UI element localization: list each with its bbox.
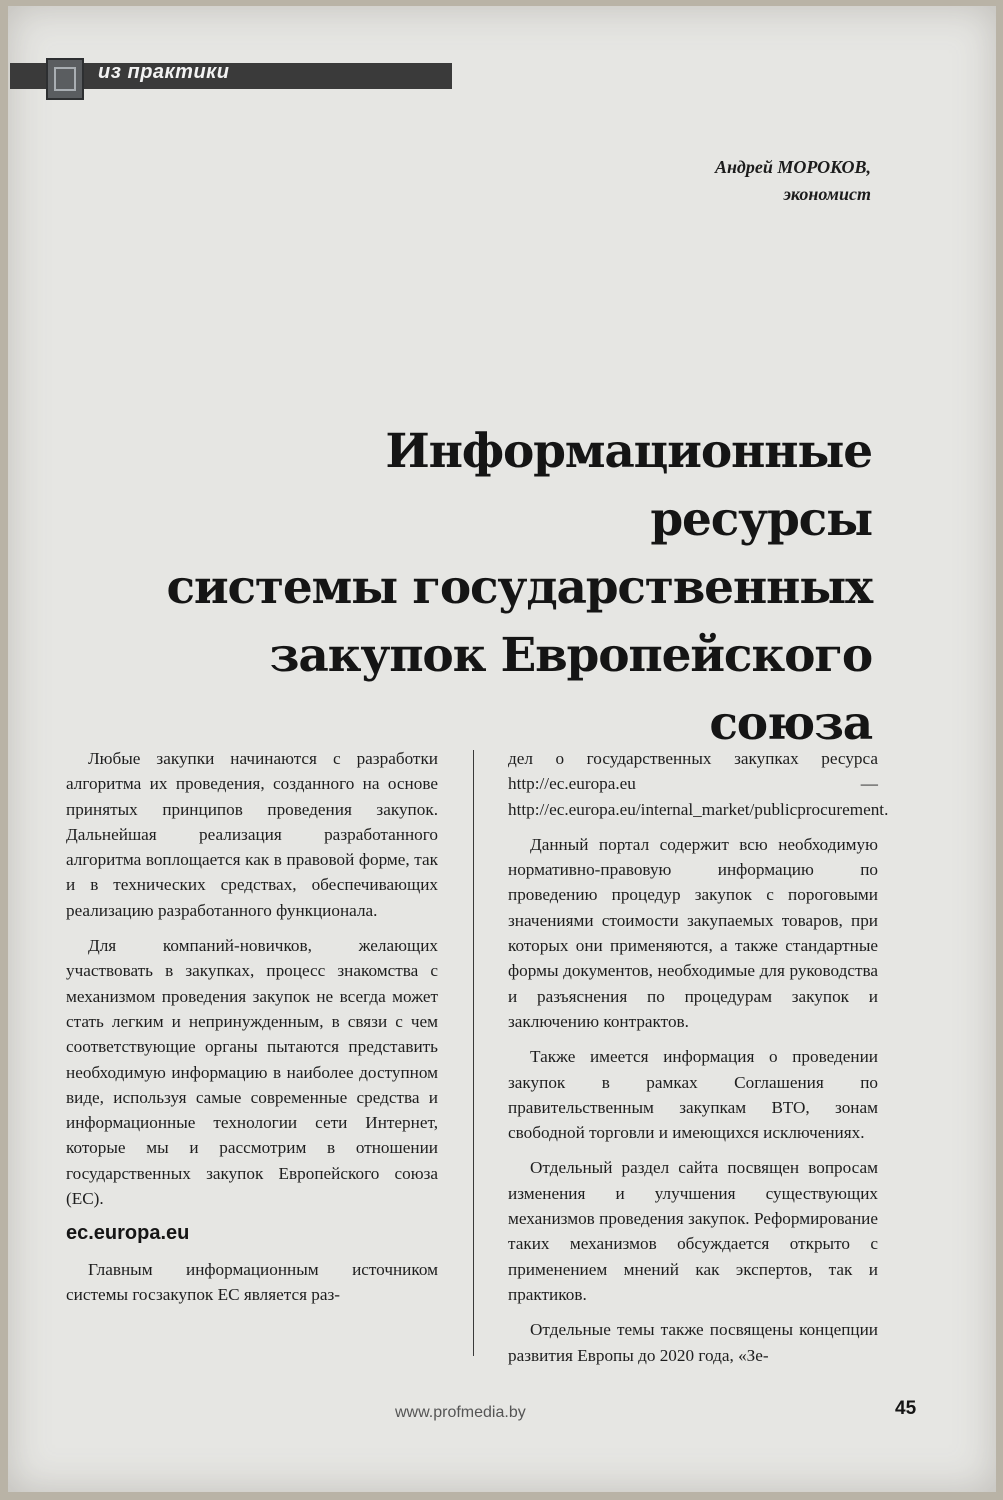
author-role: экономист [783, 184, 871, 204]
title-line: системы государственных [166, 560, 872, 615]
footer-url: www.profmedia.by [395, 1404, 526, 1421]
text-column-right [508, 746, 889, 1378]
section-logo-icon [46, 58, 84, 100]
title-line: закупок Европейского союза [269, 628, 872, 751]
paragraph: Отдельный раздел сайта посвящен вопросам изменения и улучшения существующих механизмов проведения закупок. Реформирование таких механизмов обсуждается открыто с применением мнений как экспертов, так и практиков. [508, 1158, 878, 1304]
paragraph: Данный портал содержит всю необходимую нормативно-правовую информацию по проведению процедур закупок с пороговыми значениями стоимости закупаемых товаров, при которых они применяются, а также стандартные формы документов, необходимые для руководства и разъяснения по процедурам закупок и заключению контрактов. [508, 834, 878, 1031]
paragraph: Отдельные темы также посвящены концепции развития Европы до 2020 года, «Зе- [508, 1320, 878, 1365]
column-divider [473, 750, 474, 1356]
paragraph: Также имеется информация о проведении закупок в рамках Соглашения по правительственным закупкам ВТО, зонам свободной торговли и имеющихся исключениях. [508, 1047, 878, 1143]
author-name: Андрей МОРОКОВ, [714, 157, 871, 177]
page-number: 45 [895, 1398, 917, 1419]
title-line: Информационные ресурсы [385, 424, 872, 547]
article-title [150, 418, 872, 758]
paragraph: дел о государственных закупках ресурса http://ec.europa.eu — http://ec.europa.eu/internal_market/publicprocurement. [508, 749, 889, 819]
section-label: из практики [98, 61, 230, 83]
paragraph: Любые закупки начинаются с разработки алгоритма их проведения, созданного на основе принятых принципов проведения закупок. Дальнейшая реализация разработанного алгоритма воплощается как в правовой форме, так и в технических средствах, обеспечивающих реализацию разработанного функционала. [66, 749, 438, 920]
subheading: ec.europa.eu [66, 1222, 190, 1245]
author-block [715, 154, 871, 208]
text-column-left [66, 746, 438, 1317]
paragraph: Для компаний-новичков, желающих участвовать в закупках, процесс знакомства с механизмом проведения закупок не всегда может стать легким и непринужденным, в связи с чем соответствующие органы пытаются представить необходимую информацию в наиболее доступном виде, используя самые современные средства и информационные технологии сети Интернет, которые мы и рассмотрим в отношении государственных закупок Европейского союза (ЕС). [66, 936, 438, 1209]
paragraph: Главным информационным источником системы госзакупок ЕС является раз- [66, 1259, 438, 1304]
